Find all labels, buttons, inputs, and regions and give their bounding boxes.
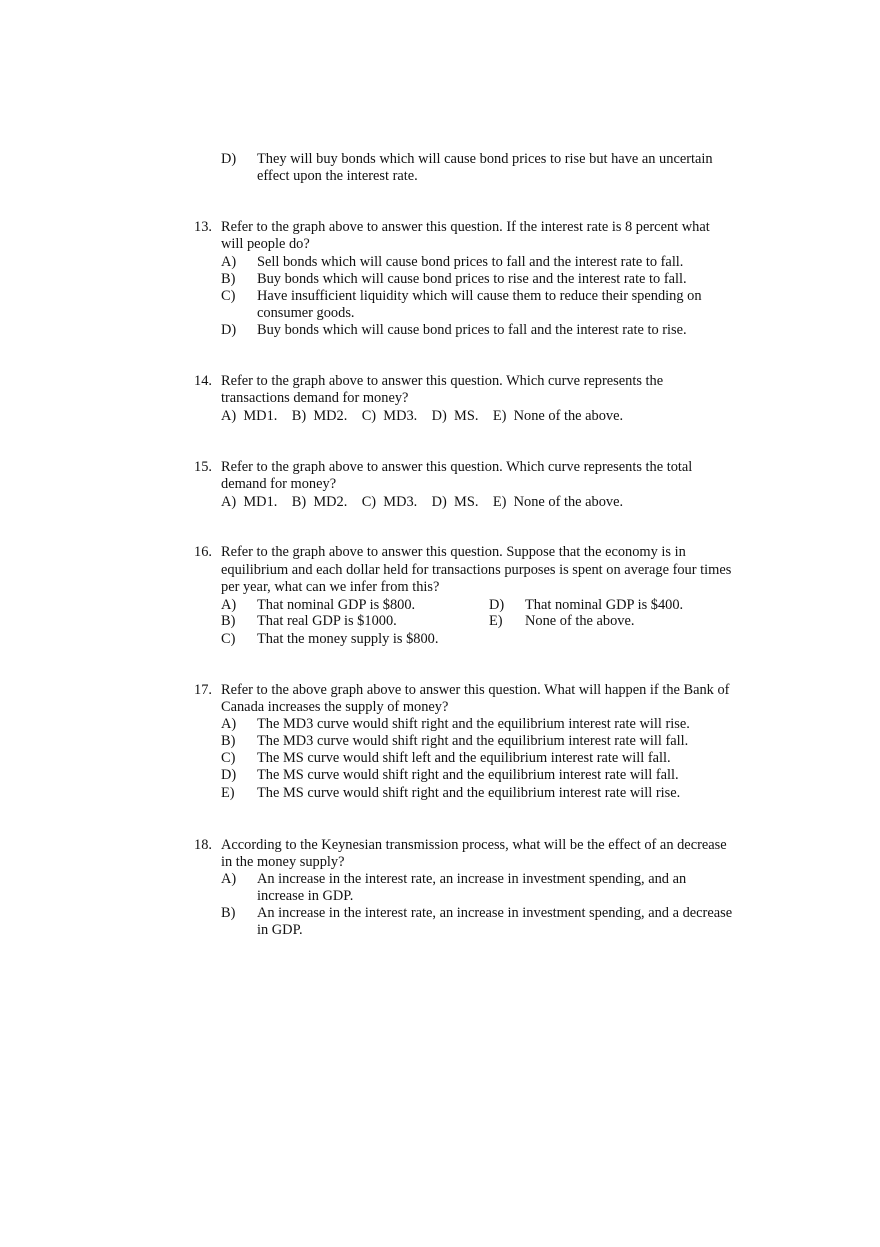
option-text: The MD3 curve would shift right and the equilibrium interest rate will rise.: [257, 716, 690, 732]
option-letter: D): [221, 322, 237, 338]
option-text: The MS curve would shift right and the equilibrium interest rate will rise.: [257, 785, 681, 801]
question-number: 14.: [194, 373, 212, 389]
option-text: Buy bonds which will cause bond prices to fall and the interest rate to rise.: [257, 322, 687, 338]
option-text: An increase in the interest rate, an increase in investment spending, and a decrease: [257, 905, 733, 921]
option-letter: B): [221, 271, 236, 287]
option-text: They will buy bonds which will cause bond prices to rise but have an uncertain: [257, 151, 713, 167]
question-number: 18.: [194, 837, 212, 853]
question-text: per year, what can we infer from this?: [221, 579, 440, 595]
option-letter: A): [221, 716, 237, 732]
option-letter: B): [221, 613, 236, 629]
question-number: 15.: [194, 459, 212, 475]
option-text: effect upon the interest rate.: [257, 168, 418, 184]
option-letter: D): [221, 767, 237, 783]
option-letter: A): [221, 597, 237, 613]
question-text: will people do?: [221, 236, 310, 252]
question-text: Refer to the graph above to answer this question. Which curve represents the: [221, 373, 664, 389]
option-text: The MD3 curve would shift right and the equilibrium interest rate will fall.: [257, 733, 689, 749]
question-text: demand for money?: [221, 476, 337, 492]
option-text: That real GDP is $1000.: [257, 613, 397, 629]
option-letter: A): [221, 871, 237, 887]
option-text: None of the above.: [525, 613, 635, 629]
option-text: Sell bonds which will cause bond prices to fall and the interest rate to fall.: [257, 254, 684, 270]
option-text: An increase in the interest rate, an increase in investment spending, and an: [257, 871, 687, 887]
option-letter: A): [221, 254, 237, 270]
option-text: That nominal GDP is $800.: [257, 597, 416, 613]
option-text: The MS curve would shift right and the equilibrium interest rate will fall.: [257, 767, 679, 783]
option-text: increase in GDP.: [257, 888, 354, 904]
inline-options: A) MD1. B) MD2. C) MD3. D) MS. E) None of the above.: [221, 494, 624, 510]
option-letter: B): [221, 733, 236, 749]
question-text: According to the Keynesian transmission process, what will be the effect of an decrease: [221, 837, 727, 853]
option-text: Buy bonds which will cause bond prices to rise and the interest rate to fall.: [257, 271, 687, 287]
option-letter: D): [489, 597, 505, 613]
question-text: Refer to the graph above to answer this question. If the interest rate is 8 percent what: [221, 219, 710, 235]
option-text: Have insufficient liquidity which will cause them to reduce their spending on: [257, 288, 702, 304]
option-letter: E): [489, 613, 503, 629]
option-letter: B): [221, 905, 236, 921]
inline-options: A) MD1. B) MD2. C) MD3. D) MS. E) None of the above.: [221, 408, 624, 424]
option-text: That nominal GDP is $400.: [525, 597, 684, 613]
question-number: 13.: [194, 219, 212, 235]
question-number: 16.: [194, 544, 212, 560]
question-text: Refer to the graph above to answer this question. Which curve represents the total: [221, 459, 693, 475]
option-text: The MS curve would shift left and the equilibrium interest rate will fall.: [257, 750, 671, 766]
option-text: That the money supply is $800.: [257, 631, 439, 647]
question-text: equilibrium and each dollar held for transactions purposes is spent on average four times: [221, 562, 732, 578]
option-text: consumer goods.: [257, 305, 355, 321]
question-text: transactions demand for money?: [221, 390, 409, 406]
option-letter: D): [221, 151, 237, 167]
question-text: in the money supply?: [221, 854, 345, 870]
question-text: Refer to the graph above to answer this question. Suppose that the economy is in: [221, 544, 686, 560]
question-text: Canada increases the supply of money?: [221, 699, 449, 715]
option-text: in GDP.: [257, 922, 303, 938]
option-letter: C): [221, 631, 236, 647]
option-letter: C): [221, 750, 236, 766]
question-number: 17.: [194, 682, 212, 698]
option-letter: E): [221, 785, 235, 801]
question-text: Refer to the above graph above to answer this question. What will happen if the Bank of: [221, 682, 730, 698]
option-letter: C): [221, 288, 236, 304]
